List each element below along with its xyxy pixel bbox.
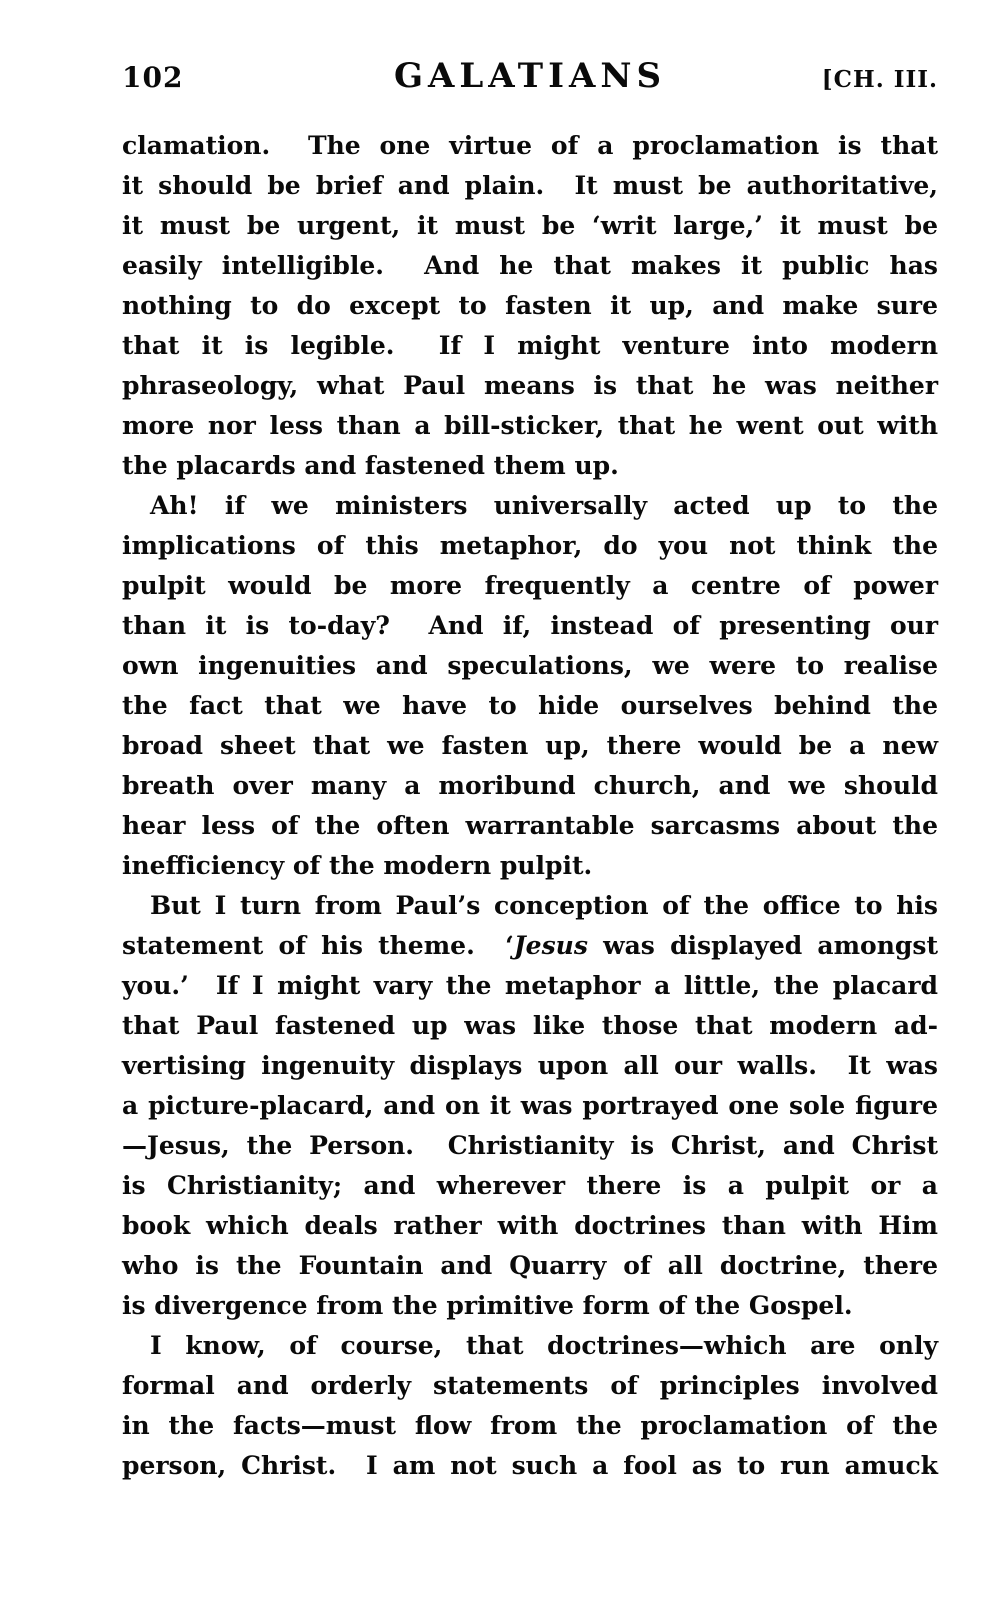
text-line: more nor less than a bill-sticker, that he went out with (122, 411, 938, 440)
text-line: pulpit would be more frequently a centre of power (122, 571, 938, 600)
text-line: person, Christ. I am not such a fool as to run amuck (122, 1451, 938, 1480)
text-line: —Jesus, the Person. Christianity is Christ, and Christ (122, 1131, 938, 1160)
text-line: who is the Fountain and Quarry of all doctrine, there (122, 1251, 938, 1280)
text-line: that it is legible. If I might venture into modern (122, 331, 938, 360)
paragraph (122, 486, 938, 886)
text-line: it must be urgent, it must be ‘writ large,’ it must be (122, 211, 938, 240)
text-line: is Christianity; and wherever there is a pulpit or a (122, 1171, 938, 1200)
text-line: is divergence from the primitive form of the Gospel. (122, 1291, 853, 1320)
text-line: own ingenuities and speculations, we were to realise (122, 651, 938, 680)
text-line: formal and orderly statements of principles involved (122, 1371, 938, 1400)
page-body (122, 126, 938, 1486)
text-line: clamation. The one virtue of a proclamation is that (122, 131, 938, 160)
chapter-marker: [CH. III. (821, 66, 938, 93)
text-line: vertising ingenuity displays upon all our walls. It was (122, 1051, 938, 1080)
text-line: that Paul fastened up was like those that modern ad- (122, 1011, 938, 1040)
text-line: broad sheet that we fasten up, there would be a new (122, 731, 938, 760)
text-line: it should be brief and plain. It must be authoritative, (122, 171, 938, 200)
text-line: I know, of course, that doctrines—which are only (150, 1331, 938, 1360)
text-line: Ah! if we ministers universally acted up to the (150, 491, 938, 520)
emphasized-text: Jesus (513, 931, 588, 960)
text-line: inefficiency of the modern pulpit. (122, 851, 593, 880)
text-line: phraseology, what Paul means is that he was neither (122, 371, 938, 400)
paragraph (122, 886, 938, 1326)
page-number: 102 (122, 61, 184, 94)
text-line: you.’ If I might vary the metaphor a little, the placard (122, 971, 938, 1000)
text-line: easily intelligible. And he that makes it public has (122, 251, 938, 280)
text-line: book which deals rather with doctrines than with Him (122, 1211, 938, 1240)
text-line: the placards and fastened them up. (122, 451, 619, 480)
text-line: hear less of the often warrantable sarcasms about the (122, 811, 938, 840)
text-line: the fact that we have to hide ourselves behind the (122, 691, 938, 720)
text-line: implications of this metaphor, do you not think the (122, 531, 938, 560)
text-line: nothing to do except to fasten it up, and make sure (122, 291, 938, 320)
paragraph (122, 1326, 938, 1486)
text-line: a picture-placard, and on it was portrayed one sole figure (122, 1091, 938, 1120)
running-title: GALATIANS (393, 56, 667, 96)
text-line: in the facts—must flow from the proclamation of the (122, 1411, 938, 1440)
text-line: But I turn from Paul’s conception of the office to his (150, 891, 938, 920)
page-header (122, 54, 938, 94)
text-line: than it is to-day? And if, instead of presenting our (122, 611, 938, 640)
text-line: statement of his theme. ‘Jesus was displayed amongst (122, 931, 938, 960)
text-line: breath over many a moribund church, and we should (122, 771, 938, 800)
paragraph (122, 126, 938, 486)
